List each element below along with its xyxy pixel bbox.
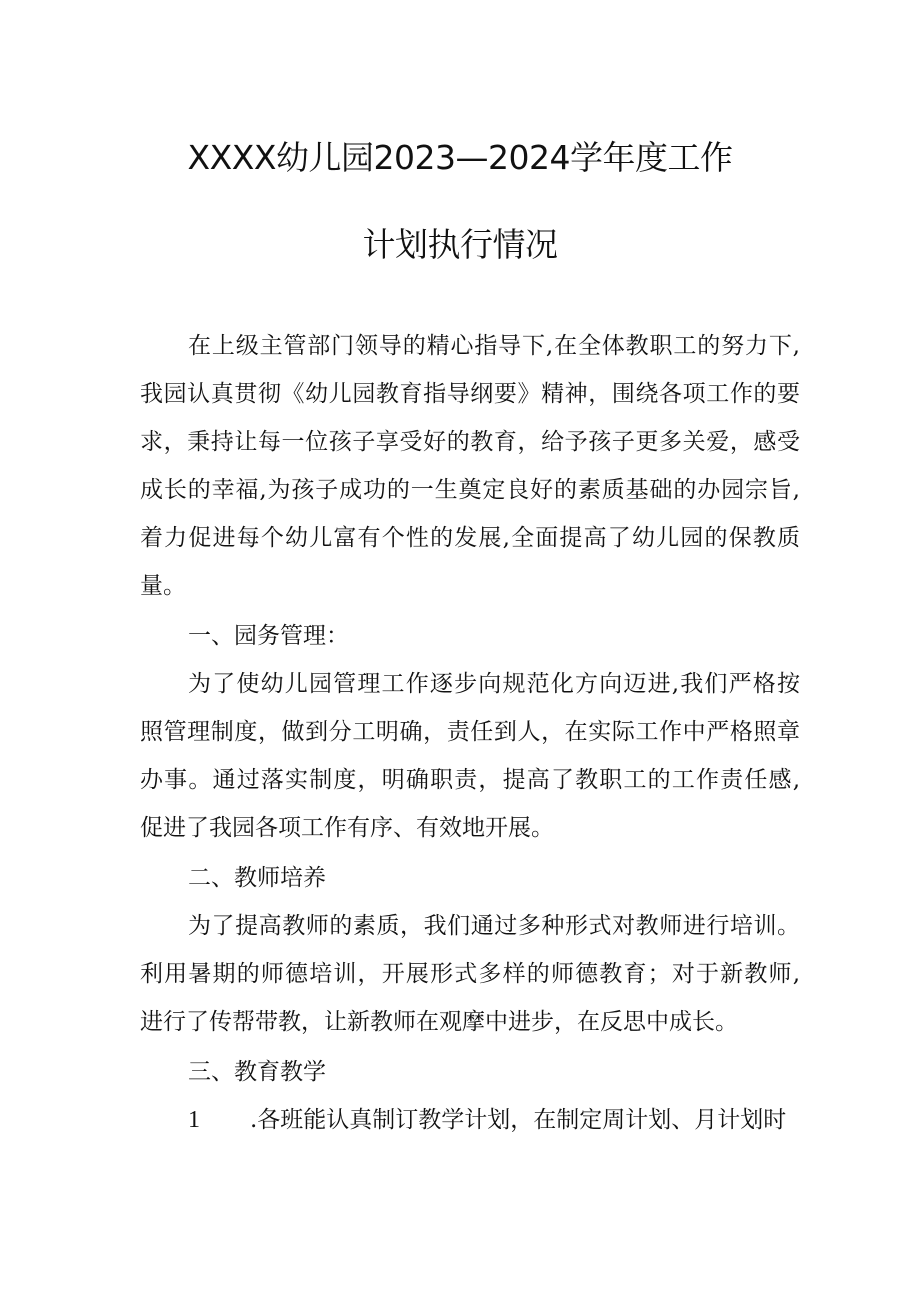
intro-line: 求，秉持让每一位孩子享受好的教育，给予孩子更多关爱，感受 — [140, 429, 800, 455]
intro-line: 量。 — [140, 573, 186, 599]
paragraph-line: 为了提高教师的素质，我们通过多种形式对教师进行培训。 — [188, 913, 800, 939]
paragraph-line: 促进了我园各项工作有序、有效地开展。 — [140, 815, 554, 841]
section-heading-teaching: 三、教育教学 — [188, 1059, 326, 1085]
intro-line: 在上级主管部门领导的精心指导下,在全体教职工的努力下, — [188, 333, 800, 359]
paragraph-line: 利用暑期的师德培训，开展形式多样的师德教育；对于新教师, — [140, 961, 800, 987]
paragraph-line: 为了使幼儿园管理工作逐步向规范化方向迈进,我们严格按 — [188, 671, 800, 697]
section-heading-teacher-training: 二、教师培养 — [188, 865, 326, 891]
paragraph-line: 照管理制度，做到分工明确，责任到人，在实际工作中严格照章 — [140, 719, 800, 745]
paragraph-line: 办事。通过落实制度，明确职责，提高了教职工的工作责任感, — [140, 767, 800, 793]
list-item-text: .各班能认真制订教学计划，在制定周计划、月计划时 — [250, 1107, 787, 1133]
paragraph-line: 进行了传帮带教，让新教师在观摩中进步，在反思中成长。 — [140, 1009, 738, 1035]
intro-line: 着力促进每个幼儿富有个性的发展,全面提高了幼儿园的保教质 — [140, 525, 800, 551]
intro-line: 成长的幸福,为孩子成功的一生奠定良好的素质基础的办园宗旨, — [140, 477, 800, 503]
intro-line: 我园认真贯彻《幼儿园教育指导纲要》精神，围绕各项工作的要 — [140, 381, 800, 407]
document-title-line-1: XXXX幼儿园2023—2024学年度工作 — [187, 138, 733, 177]
section-heading-management: 一、园务管理： — [188, 623, 349, 649]
document-title-line-2: 计划执行情况 — [362, 225, 558, 264]
list-item-number: 1 — [188, 1107, 200, 1133]
